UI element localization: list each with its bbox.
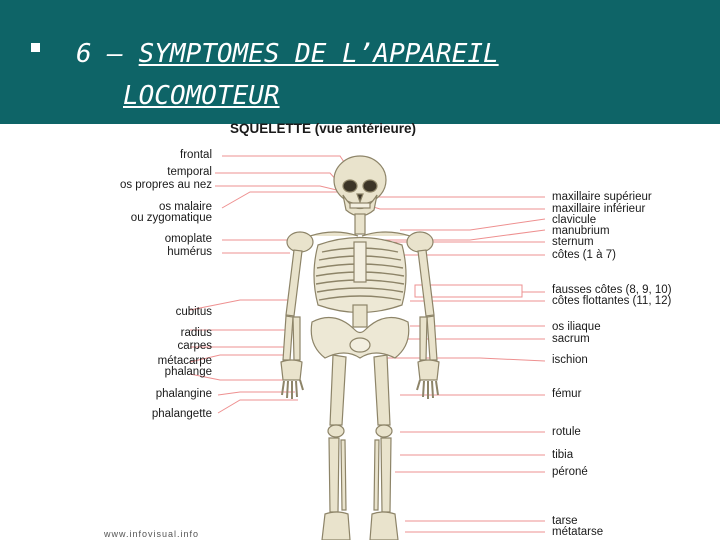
label-cotes-flottantes: côtes flottantes (11, 12) — [552, 295, 672, 307]
slide-header — [0, 0, 720, 124]
label-ischion: ischion — [552, 354, 588, 366]
label-tibia: tibia — [552, 449, 574, 461]
label-maxillaire-superieur: maxillaire supérieur — [552, 191, 652, 203]
label-metacarpe: métacarpe — [157, 355, 212, 367]
label-phalangine: phalangine — [155, 388, 212, 400]
label-frontal: frontal — [180, 149, 212, 161]
label-cubitus: cubitus — [175, 306, 212, 318]
label-cotes-1-7: côtes (1 à 7) — [552, 249, 616, 261]
label-maxillaire-inferieur: maxillaire inférieur — [552, 203, 646, 215]
title-line-1: SYMPTOMES DE L’APPAREIL — [138, 39, 499, 69]
figure-credit: www.infovisual.info — [104, 529, 200, 539]
label-metatarse: métatarse — [552, 526, 604, 538]
label-os-malaire: os malaire — [158, 201, 212, 213]
label-os-iliaque: os iliaque — [552, 321, 601, 333]
label-phalange: phalange — [164, 366, 212, 378]
figure-title: SQUELETTE (vue antérieure) — [230, 121, 417, 136]
label-humerus: humérus — [167, 246, 212, 258]
label-temporal: temporal — [167, 166, 212, 178]
label-radius: radius — [180, 327, 212, 339]
label-rotule: rotule — [552, 426, 581, 438]
slide-title — [76, 30, 499, 78]
label-zygomatique: ou zygomatique — [130, 212, 212, 224]
label-sternum: sternum — [552, 236, 594, 248]
label-tarse: tarse — [552, 515, 578, 527]
skeleton — [281, 156, 439, 540]
label-manubrium: manubrium — [552, 225, 610, 237]
label-femur: fémur — [552, 388, 582, 400]
skeleton-illustration — [0, 124, 720, 540]
label-sacrum: sacrum — [552, 333, 590, 345]
label-perone: péroné — [552, 466, 588, 478]
label-os-propres-au-nez: os propres au nez — [119, 179, 212, 191]
square-bullet-icon — [31, 43, 40, 52]
label-omoplate: omoplate — [164, 233, 212, 245]
title-prefix: 6 – — [76, 39, 139, 69]
label-carpes: carpes — [177, 340, 212, 352]
title-line-2: LOCOMOTEUR — [123, 81, 280, 111]
label-fausses-cotes: fausses côtes (8, 9, 10) — [552, 284, 672, 296]
label-phalangette: phalangette — [151, 408, 212, 420]
label-clavicule: clavicule — [552, 214, 597, 226]
